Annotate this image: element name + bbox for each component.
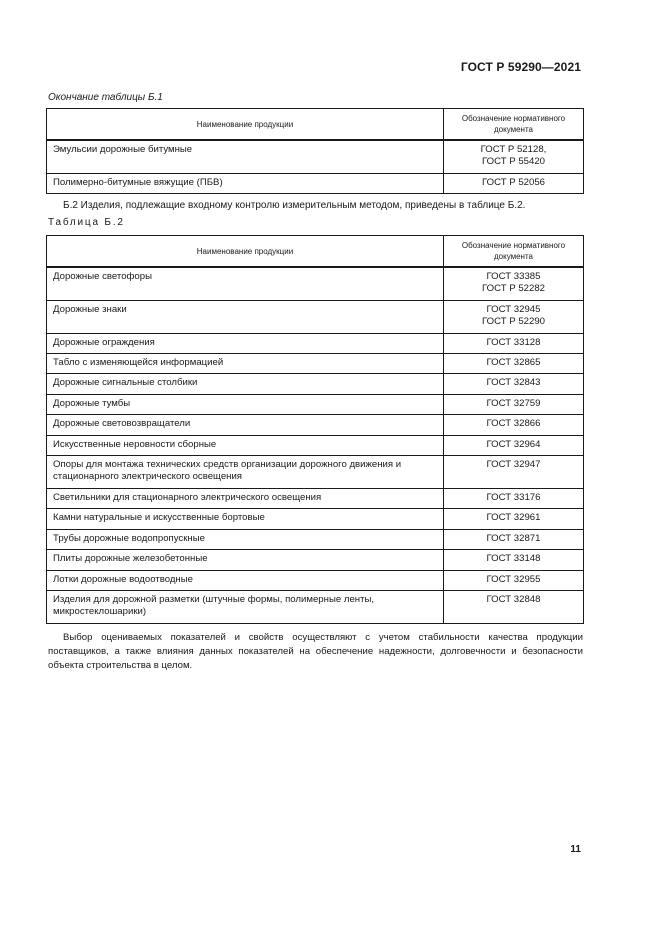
document-code: ГОСТ 32843 [486,377,541,389]
document-code: ГОСТ 33176 [486,491,541,503]
document-code: ГОСТ 32945 [486,303,541,315]
document-code: ГОСТ 32848 [486,593,541,605]
product-name-cell: Искусственные неровности сборные [47,435,444,455]
table-header-row [47,109,584,141]
product-name-cell: Лотки дорожные водоотводные [47,570,444,590]
document-cell [444,488,584,508]
document-cell [444,590,584,623]
document-cell [444,415,584,435]
document-code: ГОСТ Р 52290 [482,316,545,328]
product-name-cell: Дорожные сигнальные столбики [47,374,444,394]
document-code: ГОСТ 33148 [486,553,541,565]
table-row [47,394,584,414]
document-code: ГОСТ 32866 [486,418,541,430]
table-b1-end [46,108,584,194]
document-cell [444,435,584,455]
table-row [47,354,584,374]
table-body [47,267,584,623]
table2-title: Таблица Б.2 [48,217,125,228]
table-body [47,140,584,194]
table-row [47,333,584,353]
document-code: ГОСТ Р 52282 [482,283,545,295]
table-row [47,435,584,455]
product-name-cell: Изделия для дорожной разметки (штучные формы, полимерные ленты, микростеклошарики) [47,590,444,623]
standard-designation: ГОСТ Р 59290—2021 [460,60,581,74]
product-name-cell: Дорожные тумбы [47,394,444,414]
product-name-cell: Плиты дорожные железобетонные [47,550,444,570]
column-header-product: Наименование продукции [47,236,444,268]
document-code: ГОСТ 32961 [486,512,541,524]
document-cell [444,354,584,374]
page-number: 11 [570,844,581,855]
table-row [47,570,584,590]
product-name-cell: Камни натуральные и искусственные бортовые [47,509,444,529]
document-cell [444,267,584,300]
document-cell [444,394,584,414]
document-code: ГОСТ 32964 [486,438,541,450]
column-header-document: Обозначение нормативного документа [444,236,584,268]
product-name-cell: Дорожные световозвращатели [47,415,444,435]
table-row [47,140,584,173]
table-row [47,173,584,193]
table-row [47,267,584,300]
product-name-cell: Трубы дорожные водопропускные [47,529,444,549]
table-row [47,590,584,623]
document-code: ГОСТ 33385 [486,271,541,282]
table-b2 [46,235,584,624]
document-cell [444,333,584,353]
product-name-cell: Эмульсии дорожные битумные [47,140,444,173]
table-row [47,529,584,549]
document-code: ГОСТ 32871 [486,532,541,544]
product-name-cell: Опоры для монтажа технических средств организации дорожного движения и стационарного электрического освещения [47,456,444,489]
table-row [47,300,584,333]
document-cell [444,456,584,489]
document-code: ГОСТ 32759 [486,397,541,409]
product-name-cell: Дорожные ограждения [47,333,444,353]
document-cell [444,550,584,570]
product-name-cell: Светильники для стационарного электрического освещения [47,488,444,508]
document-code: ГОСТ 32947 [486,459,541,471]
document-cell [444,173,584,193]
product-name-cell: Дорожные светофоры [47,267,444,300]
document-cell [444,570,584,590]
document-cell [444,300,584,333]
document-code: ГОСТ 32955 [486,573,541,585]
column-header-document: Обозначение нормативного документа [444,109,584,141]
table-row [47,488,584,508]
document-code: ГОСТ Р 55420 [482,156,545,168]
document-code: ГОСТ 32865 [486,357,541,369]
table-header-row [47,236,584,268]
column-header-product: Наименование продукции [47,109,444,141]
table-row [47,415,584,435]
document-code: ГОСТ 33128 [486,336,541,348]
table-row [47,456,584,489]
product-name-cell: Дорожные знаки [47,300,444,333]
closing-paragraph: Выбор оцениваемых показателей и свойств осуществляют с учетом стабильности качества продукции поставщиков, а также влияния данных показателей на обеспечение надежности, долговечности и безопасности объекта строительства в целом. [48,631,583,671]
table1-caption: Окончание таблицы Б.1 [48,92,163,103]
document-cell [444,529,584,549]
product-name-cell: Табло с изменяющейся информацией [47,354,444,374]
table-row [47,374,584,394]
table-row [47,550,584,570]
paragraph-b2: Б.2 Изделия, подлежащие входному контролю измерительным методом, приведены в таблице Б.2. [63,200,526,211]
table-row [47,509,584,529]
document-cell [444,509,584,529]
document-cell [444,374,584,394]
product-name-cell: Полимерно-битумные вяжущие (ПБВ) [47,173,444,193]
document-code: ГОСТ Р 52056 [482,176,545,188]
document-code: ГОСТ Р 52128, [480,144,547,155]
document-cell [444,140,584,173]
